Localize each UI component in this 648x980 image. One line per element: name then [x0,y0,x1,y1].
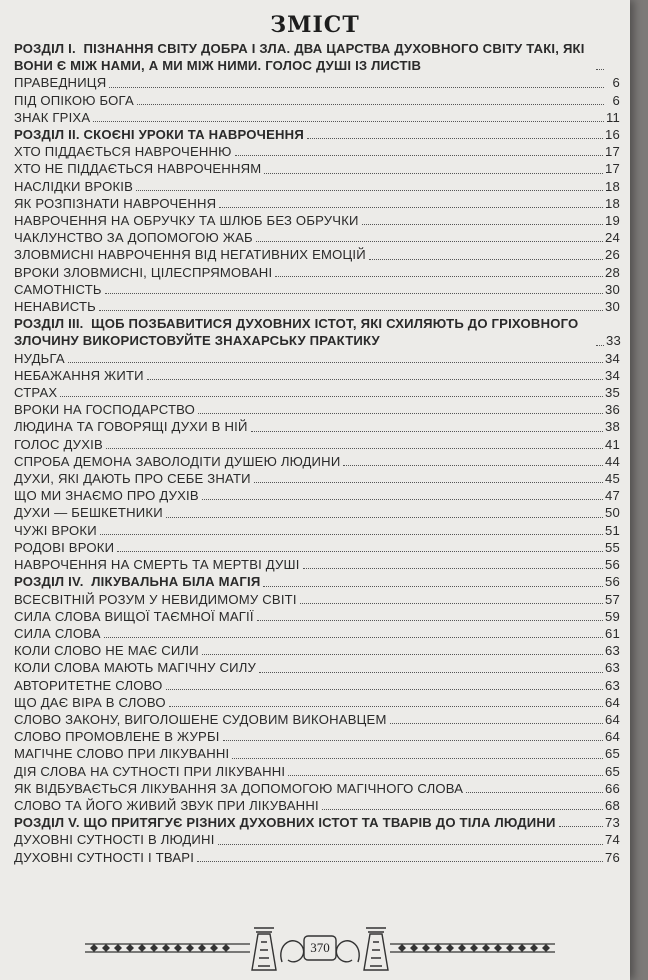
dot-leader [235,155,603,156]
toc-entry-title: РОЗДІЛ ІІІ. ЩОБ ПОЗБАВИТИСЯ ДУХОВНИХ ІСТОТ, ЯКІ СХИЛЯЮТЬ ДО ГРІХОВНОГО ЗЛОЧИНУ ВИКОРИСТОВУЙТЕ ЗНАХАРСЬКУ ПРАКТИКУ [14,316,583,349]
dot-leader [369,259,603,260]
toc-entry-title: ЗЛОВМИСНІ НАВРОЧЕННЯ ВІД НЕГАТИВНИХ ЕМОЦІЙ [14,247,366,263]
footer-ornament-band [80,922,560,974]
toc-entry-title: ВРОКИ НА ГОСПОДАРСТВО [14,402,196,418]
dot-leader [219,207,603,208]
toc-entry [14,539,620,556]
toc-entry-page: 6 [612,92,620,108]
toc-entry [14,384,620,401]
toc-entry-title: СИЛА СЛОВА ВИЩОЇ ТАЄМНОЇ МАГІЇ [14,608,254,624]
toc-entry-page: 41 [605,436,620,452]
toc-entry [14,625,620,642]
toc-entry [14,556,620,573]
toc-entry-page: 34 [605,350,620,366]
toc-entry-page: 57 [605,591,620,607]
toc-entry-page: 16 [605,127,620,143]
dot-leader [166,517,603,518]
dot-leader [60,396,603,397]
dot-leader [466,792,603,793]
toc-entry [14,831,620,848]
toc-entry [14,246,620,263]
dot-leader [322,809,603,810]
toc-entry-title: РОЗДІЛ ІІ. СКОЄНІ УРОКИ ТА НАВРОЧЕННЯ [14,127,304,143]
toc-entry-title: НАВРОЧЕННЯ НА СМЕРТЬ ТА МЕРТВІ ДУШІ [14,557,300,573]
toc-entry-title: НЕНАВИСТЬ [14,299,96,315]
toc-entry-title: РОДОВІ ВРОКИ [14,539,115,555]
toc-entry-page: 33 [606,333,621,349]
dot-leader [218,844,603,845]
toc-entry [14,229,620,246]
dot-leader [93,121,604,122]
dot-leader [257,620,603,621]
toc-entry [14,401,620,418]
dot-leader [254,482,603,483]
toc-entry-title: СПРОБА ДЕМОНА ЗАВОЛОДІТИ ДУШЕЮ ЛЮДИНИ [14,453,341,469]
dot-leader [307,138,603,139]
toc-entry-title: СТРАХ [14,385,58,401]
toc-section-entry [14,573,620,590]
toc-entry-title: РОЗДІЛ І. ПІЗНАННЯ СВІТУ ДОБРА І ЗЛА. ДВА ЦАРСТВА ДУХОВНОГО СВІТУ ТАКІ, ЯКІ ВОНИ Є МІЖ НАМИ, А МИ МІЖ НИМИ. ГОЛОС ДУШІ ІЗ ЛИСТІВ [14,41,589,74]
toc-entry-page: 34 [605,367,620,383]
toc-entry-page: 45 [605,471,620,487]
toc-entry-title: ПРАВЕДНИЦЯ [14,75,107,91]
toc-entry-page: 65 [605,763,620,779]
toc-entry [14,763,620,780]
toc-entry-page: 26 [605,247,620,263]
toc-entry [14,436,620,453]
toc-entry [14,178,620,195]
toc-entry [14,504,620,521]
toc-entry-title: ДУХОВНІ СУТНОСТІ І ТВАРІ [14,849,195,865]
toc-entry-title: РОЗДІЛ IV. ЛІКУВАЛЬНА БІЛА МАГІЯ [14,574,261,590]
toc-entry-title: ХТО ПІДДАЄТЬСЯ НАВРОЧЕННЮ [14,144,232,160]
toc-entry [14,677,620,694]
toc-entry [14,92,620,109]
toc-entry-title: ДУХОВНІ СУТНОСТІ В ЛЮДИНІ [14,832,215,848]
table-of-contents [14,40,620,866]
dot-leader [117,551,603,552]
toc-entry [14,74,620,91]
toc-entry-page: 64 [605,694,620,710]
toc-entry-title: СЛОВО ПРОМОВЛЕНЕ В ЖУРБІ [14,729,220,745]
toc-entry-page: 56 [605,574,620,590]
toc-entry-page: 65 [605,746,620,762]
toc-entry [14,212,620,229]
toc-entry-page: 36 [605,402,620,418]
dot-leader [202,654,603,655]
toc-entry-page: 11 [606,109,620,125]
dot-leader [256,241,603,242]
dot-leader [303,568,603,569]
toc-entry-page: 35 [605,385,620,401]
dot-leader [99,310,603,311]
toc-entry-title: КОЛИ СЛОВО НЕ МАЄ СИЛИ [14,643,199,659]
toc-entry-title: САМОТНІСТЬ [14,281,102,297]
toc-entry-title: ЛЮДИНА ТА ГОВОРЯЩІ ДУХИ В НІЙ [14,419,248,435]
toc-entry [14,780,620,797]
toc-entry-title: АВТОРИТЕТНЕ СЛОВО [14,677,163,693]
dot-leader [223,740,603,741]
toc-entry-page: 19 [605,213,620,229]
toc-entry-title: ЧУЖІ ВРОКИ [14,522,97,538]
dot-leader [232,758,603,759]
toc-entry-page: 64 [605,711,620,727]
toc-entry-title: НАСЛІДКИ ВРОКІВ [14,178,134,194]
dot-leader [263,586,603,587]
toc-entry-title: ЩО МИ ЗНАЄМО ПРО ДУХІВ [14,488,199,504]
toc-entry-title: НУДЬГА [14,350,65,366]
dot-leader [390,723,603,724]
page-title: ЗМІСТ [270,12,360,38]
toc-entry [14,711,620,728]
toc-entry [14,522,620,539]
toc-entry-title: НАВРОЧЕННЯ НА ОБРУЧКУ ТА ШЛЮБ БЕЗ ОБРУЧКИ [14,213,359,229]
dot-leader [559,826,603,827]
dot-leader [288,775,603,776]
dot-leader [300,603,603,604]
toc-entry-title: СЛОВО ЗАКОНУ, ВИГОЛОШЕНЕ СУДОВИМ ВИКОНАВЦЕМ [14,711,387,727]
dot-leader [104,637,603,638]
dot-leader [100,534,603,535]
toc-entry-page: 18 [605,178,620,194]
toc-entry-page: 50 [605,505,620,521]
toc-section-entry [14,315,620,349]
dot-leader [264,173,603,174]
dot-leader [147,379,603,380]
toc-entry-page: 59 [605,608,620,624]
dot-leader [259,672,603,673]
dot-leader [251,431,603,432]
toc-section-entry [14,126,620,143]
toc-entry [14,608,620,625]
toc-entry-page: 47 [605,488,620,504]
dot-leader [596,69,604,70]
toc-entry [14,797,620,814]
toc-entry [14,728,620,745]
dot-leader [105,293,603,294]
toc-entry [14,487,620,504]
toc-entry-page: 38 [605,419,620,435]
toc-entry [14,367,620,384]
page-number: 370 [310,940,330,955]
toc-entry-title: ЧАКЛУНСТВО ЗА ДОПОМОГОЮ ЖАБ [14,230,253,246]
toc-entry [14,109,620,126]
toc-entry-page: 30 [605,299,620,315]
dot-leader [197,861,603,862]
toc-entry-page: 68 [605,797,620,813]
dot-leader [136,190,603,191]
toc-entry-page: 18 [605,195,620,211]
toc-entry-page: 61 [605,625,620,641]
toc-entry-page: 64 [605,729,620,745]
toc-entry-page: 66 [605,780,620,796]
toc-entry [14,418,620,435]
toc-entry-page: 56 [605,557,620,573]
toc-entry-title: ВРОКИ ЗЛОВМИСНІ, ЦІЛЕСПРЯМОВАНІ [14,264,273,280]
toc-entry-title: ХТО НЕ ПІДДАЄТЬСЯ НАВРОЧЕННЯМ [14,161,262,177]
toc-entry-title: СЛОВО ТА ЙОГО ЖИВИЙ ЗВУК ПРИ ЛІКУВАННІ [14,797,319,813]
toc-entry-page: 63 [605,660,620,676]
dot-leader [166,689,603,690]
toc-entry-page: 24 [605,230,620,246]
toc-entry [14,143,620,160]
toc-entry-page: 73 [605,815,620,831]
toc-entry-page: 44 [605,453,620,469]
toc-entry-title: ЩО ДАЄ ВІРА В СЛОВО [14,694,166,710]
toc-entry [14,745,620,762]
toc-entry [14,453,620,470]
toc-entry-page: 63 [605,643,620,659]
dot-leader [362,224,603,225]
toc-entry [14,849,620,866]
toc-entry-page: 17 [605,161,620,177]
toc-entry-title: ЗНАК ГРІХА [14,109,91,125]
dot-leader [106,448,603,449]
toc-section-entry [14,814,620,831]
toc-entry [14,281,620,298]
toc-entry-page: 30 [605,281,620,297]
toc-entry-page: 55 [605,539,620,555]
dot-leader [68,362,603,363]
toc-entry [14,195,620,212]
toc-entry [14,659,620,676]
toc-entry-page: 6 [612,75,620,91]
dot-leader [596,345,604,346]
toc-entry [14,350,620,367]
dot-leader [202,499,603,500]
toc-section-entry [14,40,620,74]
toc-entry-title: ПІД ОПІКОЮ БОГА [14,92,134,108]
dot-leader [169,706,603,707]
toc-entry-page: 28 [605,264,620,280]
dot-leader [109,87,604,88]
toc-entry-page: 17 [605,144,620,160]
toc-entry-title: ДУХИ, ЯКІ ДАЮТЬ ПРО СЕБЕ ЗНАТИ [14,471,251,487]
toc-entry-title: ВСЕСВІТНІЙ РОЗУМ У НЕВИДИМОМУ СВІТІ [14,591,297,607]
toc-entry-page: 51 [605,522,620,538]
toc-entry-title: ГОЛОС ДУХІВ [14,436,103,452]
dot-leader [137,104,604,105]
toc-entry-title: ЯК РОЗПІЗНАТИ НАВРОЧЕННЯ [14,195,217,211]
toc-entry [14,298,620,315]
toc-entry [14,642,620,659]
toc-entry-page: 63 [605,677,620,693]
toc-entry [14,470,620,487]
toc-entry [14,694,620,711]
dot-leader [198,413,603,414]
toc-entry-page: 74 [605,832,620,848]
toc-entry-title: ДУХИ — БЕШКЕТНИКИ [14,505,163,521]
dot-leader [343,465,603,466]
toc-entry-title: НЕБАЖАННЯ ЖИТИ [14,367,144,383]
toc-entry-title: СИЛА СЛОВА [14,625,101,641]
toc-entry-title: ДІЯ СЛОВА НА СУТНОСТІ ПРИ ЛІКУВАННІ [14,763,286,779]
toc-entry [14,264,620,281]
toc-entry [14,591,620,608]
toc-entry-page: 76 [605,849,620,865]
toc-entry-title: РОЗДІЛ V. ЩО ПРИТЯГУЄ РІЗНИХ ДУХОВНИХ ІСТОТ ТА ТВАРІВ ДО ТІЛА ЛЮДИНИ [14,815,556,831]
toc-entry-title: КОЛИ СЛОВА МАЮТЬ МАГІЧНУ СИЛУ [14,660,257,676]
toc-entry-title: МАГІЧНЕ СЛОВО ПРИ ЛІКУВАННІ [14,746,230,762]
toc-entry [14,160,620,177]
dot-leader [275,276,603,277]
toc-entry-title: ЯК ВІДБУВАЄТЬСЯ ЛІКУВАННЯ ЗА ДОПОМОГОЮ МАГІЧНОГО СЛОВА [14,780,464,796]
